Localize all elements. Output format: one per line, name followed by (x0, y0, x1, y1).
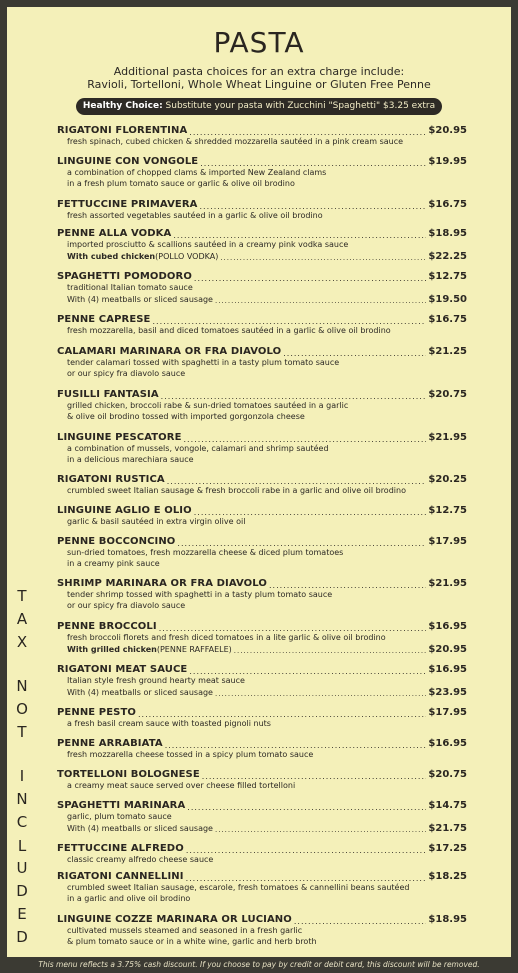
item-description: tender shrimp tossed with spaghetti in a tasty plum tomato sauce (67, 590, 333, 599)
dot-leader (138, 710, 426, 719)
menu-item (57, 706, 467, 730)
menu-item (57, 737, 467, 761)
item-add-on (57, 294, 467, 305)
dot-leader (234, 647, 427, 655)
item-description: fresh mozzarella, basil and diced tomatoes sautéed in a garlic & olive oil brodino (67, 326, 391, 335)
subtitle-line-2: Ravioli, Tortelloni, Whole Wheat Linguine or Gluten Free Penne (87, 78, 431, 91)
menu-item (57, 842, 467, 866)
dot-leader (189, 667, 426, 676)
tax-note-letter: L (17, 837, 27, 855)
healthy-choice-label: Healthy Choice: (82, 101, 163, 111)
item-price: $18.95 (428, 228, 467, 239)
menu-item-header (57, 663, 467, 676)
menu-item (57, 504, 467, 528)
menu-item-header (57, 737, 467, 750)
item-description: & plum tomato sauce or in a white wine, garlic and herb broth (67, 936, 317, 946)
item-description: garlic, plum tomato sauce (67, 812, 172, 821)
dot-leader (177, 539, 426, 548)
item-description: or our spicy fra diavolo sauce (67, 600, 186, 610)
item-description: a combination of chopped clams & imported New Zealand clams (67, 168, 327, 177)
dot-leader (215, 297, 426, 305)
add-on-text: (POLLO VODKA) (155, 251, 219, 261)
menu-item (57, 198, 467, 222)
healthy-choice-text: Substitute your pasta with Zucchini "Spaghetti" $3.25 extra (162, 101, 436, 111)
dot-leader (159, 624, 427, 633)
item-price: $20.75 (428, 389, 467, 400)
item-description: traditional Italian tomato sauce (67, 283, 193, 292)
tax-note-letter: D (16, 882, 28, 900)
item-price: $14.75 (428, 800, 467, 811)
item-description: Italian style fresh ground hearty meat sauce (67, 676, 245, 685)
item-name: TORTELLONI BOLOGNESE (57, 769, 200, 780)
menu-item (57, 913, 467, 947)
item-description: fresh assorted vegetables sautéed in a garlic & olive oil brodino (67, 211, 323, 220)
item-price: $21.95 (428, 432, 467, 443)
dot-leader (294, 917, 427, 926)
item-description: in a creamy pink sauce (67, 558, 160, 568)
item-description: fresh broccoli florets and fresh diced tomatoes in a lite garlic & olive oil brodino (67, 633, 386, 642)
item-name: LINGUINE PESCATORE (57, 432, 182, 443)
item-price: $16.75 (428, 199, 467, 210)
item-name: RIGATONI CANNELLINI (57, 871, 184, 882)
menu-item (57, 620, 467, 655)
item-price: $20.75 (428, 769, 467, 780)
item-description: in a fresh plum tomato sauce or garlic & olive oil brodino (67, 178, 295, 188)
item-name: RIGATONI RUSTICA (57, 474, 165, 485)
item-description: a creamy meat sauce served over cheese filled tortelloni (67, 781, 296, 790)
item-name: FUSILLI FANTASIA (57, 389, 159, 400)
item-price: $18.95 (428, 914, 467, 925)
dot-leader (269, 581, 426, 590)
add-on-text: With (4) meatballs or sliced sausage (67, 687, 213, 697)
menu-item-header (57, 345, 467, 358)
subtitle-line-1: Additional pasta choices for an extra charge include: (113, 65, 405, 78)
menu-item (57, 431, 467, 465)
menu-item-header (57, 473, 467, 486)
item-name: FETTUCCINE PRIMAVERA (57, 199, 198, 210)
menu-item (57, 577, 467, 611)
item-name: LINGUINE COZZE MARINARA OR LUCIANO (57, 914, 292, 925)
item-description: cultivated mussels steamed and seasoned in a fresh garlic (67, 926, 303, 935)
item-add-on (57, 251, 467, 262)
menu-item (57, 270, 467, 305)
menu-item-header (57, 535, 467, 548)
dot-leader (186, 874, 427, 883)
item-description: & olive oil brodino tossed with imported gorgonzola cheese (67, 411, 305, 421)
dot-leader (187, 803, 426, 812)
add-on-price: $21.75 (428, 822, 467, 834)
item-description: sun-dried tomatoes, fresh mozzarella cheese & diced plum tomatoes (67, 548, 344, 557)
item-price: $17.25 (428, 843, 467, 854)
add-on-text: With (4) meatballs or sliced sausage (67, 294, 213, 304)
menu-item-header (57, 313, 467, 326)
item-description: in a delicious marechiara sauce (67, 454, 194, 464)
dot-leader (167, 477, 427, 486)
item-description: imported prosciutto & scallions sautéed in a creamy pink vodka sauce (67, 240, 349, 249)
item-name: LINGUINE CON VONGOLE (57, 156, 199, 167)
menu-item-header (57, 799, 467, 812)
menu-item (57, 799, 467, 834)
menu-item (57, 313, 467, 337)
menu-item-header (57, 198, 467, 211)
dot-leader (215, 690, 426, 698)
menu-item-header (57, 431, 467, 444)
footer-note: This menu reflects a 3.75% cash discount. If you choose to pay by credit or debit card, this discount will be removed. (38, 960, 480, 969)
item-description: tender calamari tossed with spaghetti in a tasty plum tomato sauce (67, 358, 340, 367)
dot-leader (194, 508, 427, 517)
tax-note-letter: E (17, 905, 27, 923)
item-price: $16.95 (428, 738, 467, 749)
add-on-price: $19.50 (428, 293, 467, 305)
tax-note-letter: D (16, 928, 28, 946)
item-price: $20.95 (428, 125, 467, 136)
item-price: $19.95 (428, 156, 467, 167)
item-name: PENNE ALLA VODKA (57, 228, 172, 239)
dot-leader (200, 159, 426, 168)
menu-item-header (57, 388, 467, 401)
menu-item-header (57, 870, 467, 883)
add-on-price: $20.95 (428, 643, 467, 655)
menu-item-header (57, 504, 467, 517)
item-description: grilled chicken, broccoli rabe & sun-dried tomatoes sautéed in a garlic (67, 401, 349, 410)
add-on-label: With cubed chicken (67, 251, 156, 261)
item-add-on (57, 687, 467, 698)
dot-leader (152, 317, 426, 326)
item-price: $20.25 (428, 474, 467, 485)
tax-note-letter: A (16, 610, 28, 628)
menu-item (57, 124, 467, 148)
menu-item (57, 535, 467, 569)
add-on-price: $23.95 (428, 686, 467, 698)
item-description: crumbled sweet Italian sausage, escarole, fresh tomatoes & cannellini beans sautéed (67, 883, 410, 892)
tax-note-letter: I (19, 767, 25, 785)
item-add-on (57, 823, 467, 834)
item-price: $12.75 (428, 505, 467, 516)
menu-item-header (57, 620, 467, 633)
item-description: garlic & basil sautéed in extra virgin olive oil (67, 517, 246, 526)
menu-item (57, 768, 467, 792)
page-title: PASTA (213, 26, 305, 59)
item-price: $17.95 (428, 707, 467, 718)
menu-item (57, 388, 467, 422)
tax-note-letter: T (17, 723, 27, 741)
item-description: fresh mozzarella cheese tossed in a spicy plum tomato sauce (67, 750, 314, 759)
item-description: a combination of mussels, vongole, calamari and shrimp sautéed (67, 444, 329, 453)
item-description: classic creamy alfredo cheese sauce (67, 855, 214, 864)
dot-leader (194, 274, 426, 283)
dot-leader (173, 231, 426, 240)
tax-note-letter: O (16, 700, 28, 718)
add-on-label: With grilled chicken (67, 644, 157, 654)
menu-item-header (57, 227, 467, 240)
tax-note-letter: N (16, 790, 28, 808)
menu-item-header (57, 913, 467, 926)
item-price: $21.25 (428, 346, 467, 357)
item-name: SPAGHETTI POMODORO (57, 271, 192, 282)
dot-leader (189, 128, 426, 137)
dot-leader (161, 392, 427, 401)
tax-note-letter: U (16, 859, 28, 877)
dot-leader (165, 741, 427, 750)
menu-item-header (57, 155, 467, 168)
item-name: PENNE CAPRESE (57, 314, 151, 325)
item-description: a fresh basil cream sauce with toasted pignoli nuts (67, 719, 271, 728)
dot-leader (220, 254, 426, 262)
add-on-price: $22.25 (428, 250, 467, 262)
item-name: CALAMARI MARINARA OR FRA DIAVOLO (57, 346, 282, 357)
tax-note-letter: N (16, 677, 28, 695)
item-name: PENNE PESTO (57, 707, 136, 718)
item-add-on (57, 644, 467, 655)
menu-item-header (57, 577, 467, 590)
menu-item-header (57, 768, 467, 781)
menu-item (57, 870, 467, 904)
dot-leader (184, 435, 427, 444)
menu-item (57, 227, 467, 262)
item-price: $16.95 (428, 621, 467, 632)
item-name: SPAGHETTI MARINARA (57, 800, 186, 811)
item-description: in a garlic and olive oil brodino (67, 893, 191, 903)
menu-item (57, 345, 467, 379)
menu-item (57, 155, 467, 189)
add-on-text: With (4) meatballs or sliced sausage (67, 823, 213, 833)
item-price: $17.95 (428, 536, 467, 547)
item-price: $18.25 (428, 871, 467, 882)
item-price: $16.75 (428, 314, 467, 325)
item-name: LINGUINE AGLIO E OLIO (57, 505, 192, 516)
item-description: crumbled sweet Italian sausage & fresh broccoli rabe in a garlic and olive oil brodino (67, 486, 406, 495)
menu-item-header (57, 124, 467, 137)
healthy-choice-banner (76, 98, 442, 115)
tax-note-letter: C (16, 813, 28, 831)
menu-item (57, 663, 467, 698)
menu-item (57, 473, 467, 497)
item-name: PENNE ARRABIATA (57, 738, 163, 749)
menu-item-header (57, 842, 467, 855)
menu-item-header (57, 706, 467, 719)
item-name: PENNE BOCCONCINO (57, 536, 176, 547)
item-name: FETTUCCINE ALFREDO (57, 843, 184, 854)
dot-leader (283, 349, 426, 358)
dot-leader (215, 826, 426, 834)
item-price: $12.75 (428, 271, 467, 282)
item-name: RIGATONI FLORENTINA (57, 125, 188, 136)
menu-item-header (57, 270, 467, 283)
add-on-text: (PENNE RAFFAELE) (156, 644, 232, 654)
item-name: PENNE BROCCOLI (57, 621, 157, 632)
item-price: $21.95 (428, 578, 467, 589)
dot-leader (200, 202, 427, 211)
item-price: $16.95 (428, 664, 467, 675)
dot-leader (202, 772, 427, 781)
item-name: RIGATONI MEAT SAUCE (57, 664, 188, 675)
item-name: SHRIMP MARINARA OR FRA DIAVOLO (57, 578, 267, 589)
tax-note-letter: X (16, 633, 28, 651)
item-description: fresh spinach, cubed chicken & shredded mozzarella sautéed in a pink cream sauce (67, 137, 404, 146)
tax-note-letter: T (17, 587, 27, 605)
item-description: or our spicy fra diavolo sauce (67, 368, 186, 378)
dot-leader (186, 846, 427, 855)
